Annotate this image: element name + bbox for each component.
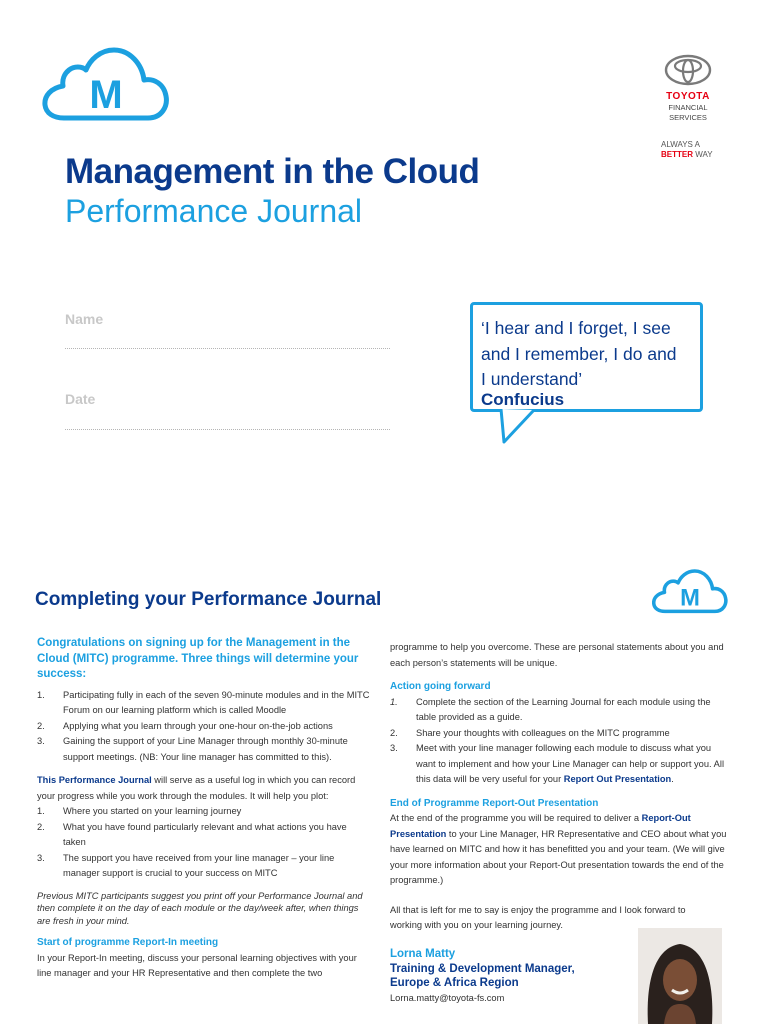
date-field[interactable] bbox=[65, 429, 390, 430]
left-column bbox=[37, 636, 370, 982]
quote-bubble bbox=[470, 302, 703, 412]
signature-block bbox=[390, 947, 630, 1006]
list-item: 2. What you have found particularly relevant and what actions you have taken bbox=[37, 821, 347, 847]
quote-line3: I understand’ bbox=[481, 369, 583, 389]
quote-bubble-tail bbox=[498, 409, 538, 445]
list-item: 2. Share your thoughts with colleagues on the MITC programme bbox=[390, 727, 670, 738]
end-text: At the end of the programme you will be required to deliver a Report-Out Presentation to your Line Manager, HR Representative and CEO about what you have learned on MITC and how it has benefitted you and your team. (We will give your more information about your Report-Out presentation towards the end of the programme.) bbox=[390, 813, 727, 885]
tagline-line1: ALWAYS A bbox=[661, 140, 700, 149]
report-in-heading: Start of programme Report-In meeting bbox=[37, 937, 219, 948]
tagline-strong: BETTER bbox=[661, 150, 693, 159]
list-item: 3. Meet with your line manager following each module to discuss what you want to implement and how your Line Manager can help or support you. All this data will be very useful for your Report Out Presentation. bbox=[390, 743, 725, 784]
success-list bbox=[37, 688, 370, 766]
journal-paragraph: This Performance Journal will serve as a useful log in which you can record your progress while you work through the modules. It will help you plot: bbox=[37, 775, 356, 801]
cover-title: Management in the Cloud bbox=[65, 152, 480, 191]
cloud-logo-letter: M bbox=[89, 73, 123, 117]
cloud-icon bbox=[42, 42, 170, 122]
list-item: 1. Participating fully in each of the seven 90-minute modules and in the MITC Forum on our learning platform which is called Moodle bbox=[37, 689, 370, 715]
section-title: Completing your Performance Journal bbox=[35, 589, 382, 610]
signer-title2: Europe & Africa Region bbox=[390, 977, 519, 989]
name-field[interactable] bbox=[65, 348, 390, 349]
toyota-emblem-icon bbox=[663, 54, 713, 86]
name-label: Name bbox=[65, 311, 104, 327]
toyota-wordmark: TOYOTA bbox=[666, 91, 710, 102]
right-column bbox=[390, 640, 730, 934]
signer-photo bbox=[638, 928, 722, 1024]
list-item: 3. Gaining the support of your Line Manager through monthly 30-minute support meetings. (NB: Your line manager has committed to this). bbox=[37, 736, 348, 762]
intro-text: Congratulations on signing up for the Management in the Cloud (MITC) programme. Three things will determine your success: bbox=[37, 637, 359, 680]
quote-author: Confucius bbox=[481, 390, 565, 409]
list-item: 1. Complete the section of the Learning Journal for each module using the table provided as a guide. bbox=[390, 696, 711, 722]
list-item: 1. Where you started on your learning journey bbox=[37, 806, 242, 816]
action-heading: Action going forward bbox=[390, 681, 491, 692]
signer-email: Lorna.matty@toyota-fs.com bbox=[390, 993, 505, 1003]
toyota-logo bbox=[655, 54, 721, 123]
end-heading: End of Programme Report-Out Presentation bbox=[390, 797, 599, 809]
signer-name: Lorna Matty bbox=[390, 948, 456, 960]
tagline-tail: WAY bbox=[695, 150, 713, 159]
toyota-division-line2: SERVICES bbox=[669, 113, 707, 122]
signer-title1: Training & Development Manager, bbox=[390, 963, 575, 975]
plot-list bbox=[37, 804, 370, 882]
small-cloud-logo bbox=[652, 566, 728, 614]
mitc-cloud-logo bbox=[42, 42, 170, 122]
small-cloud-letter: M bbox=[680, 584, 700, 612]
quote-line2: and I remember, I do and bbox=[481, 344, 677, 364]
list-item: 2. Applying what you learn through your one-hour on-the-job actions bbox=[37, 720, 333, 731]
cloud-icon bbox=[652, 566, 728, 614]
report-in-text: In your Report-In meeting, discuss your personal learning objectives with your line manager and your HR Representative and then complete the two bbox=[37, 952, 357, 978]
tagline-line2 bbox=[661, 150, 713, 160]
italic-note: Previous MITC participants suggest you print off your Performance Journal and then complete it on the day of each module or the day/week after, when things are fresh in your mind. bbox=[37, 890, 363, 926]
list-item: 3. The support you have received from your line manager – your line manager support is crucial to your success on MITC bbox=[37, 852, 335, 878]
report-in-continued: programme to help you overcome. These are personal statements about you and each person’s statements will be unique. bbox=[390, 642, 724, 668]
action-list bbox=[390, 695, 730, 788]
closing-text: All that is left for me to say is enjoy the programme and I look forward to working with you on your learning journey. bbox=[390, 904, 686, 930]
cover-subtitle: Performance Journal bbox=[65, 193, 363, 229]
quote-line1: ‘I hear and I forget, I see bbox=[481, 318, 671, 338]
toyota-tagline bbox=[661, 140, 713, 160]
date-label: Date bbox=[65, 391, 96, 407]
toyota-division-line1: FINANCIAL bbox=[668, 103, 708, 112]
portrait-icon bbox=[638, 928, 722, 1024]
